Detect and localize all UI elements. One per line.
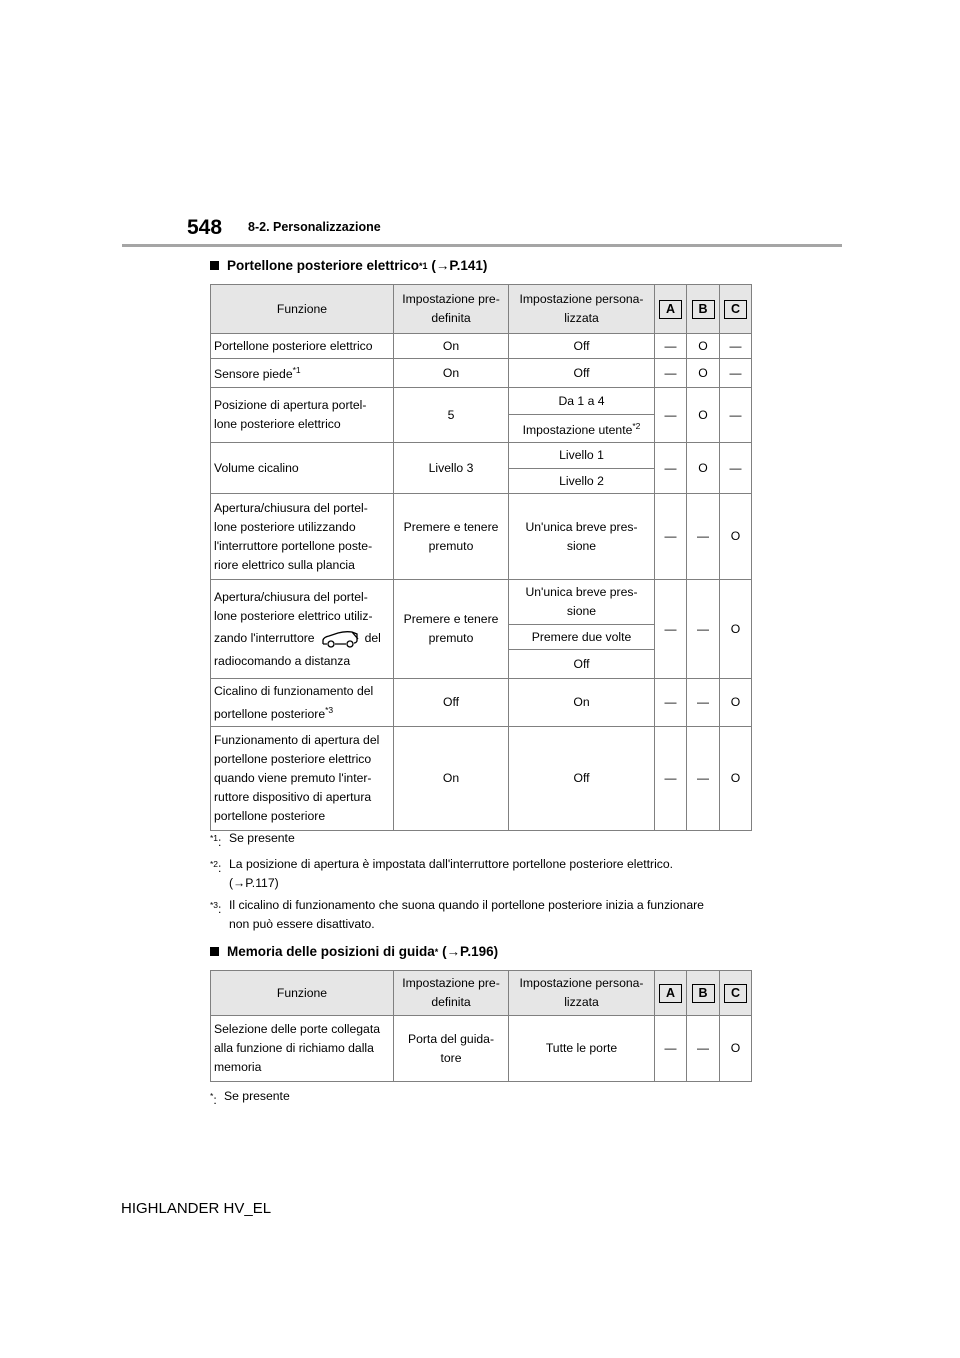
footnote: *: Se presente <box>210 1089 290 1108</box>
page-number: 548 <box>187 216 223 239</box>
table-row: Off <box>211 650 752 679</box>
table-row: Volume cicalino Livello 3 Livello 1 — O — <box>211 443 752 469</box>
tailgate-settings-table <box>210 284 752 831</box>
table-row: Livello 2 <box>211 469 752 494</box>
footnote: $^{*3}$: Il cicalino di funzionamento che suona quando il portellone posteriore inizia a funzionare non può essere disattivato. <box>210 898 704 932</box>
footnote-page-link[interactable]: (→P.117) <box>229 876 279 891</box>
header-col-b: B <box>687 971 720 1016</box>
header-divider <box>122 244 842 247</box>
footnote: $^{*1}$: Se presente <box>210 831 295 850</box>
table-header-row <box>211 971 752 1016</box>
section2-footnotes <box>210 1087 744 1110</box>
table-row: Portellone posteriore elettrico On Off — O — <box>211 334 752 359</box>
table-row: Premere due volte <box>211 625 752 650</box>
header-col-c: C <box>720 971 752 1016</box>
section1-title-footnote: *1 <box>419 260 428 271</box>
section2-title: Memoria delle posizioni di guida <box>227 944 435 959</box>
section2-heading <box>210 944 498 959</box>
section1-heading <box>210 258 487 273</box>
section2-title-footnote: * <box>434 946 439 957</box>
table-header-row <box>211 285 752 334</box>
header-default: Impostazione pre- definita <box>394 971 509 1016</box>
bullet-square-icon <box>210 261 219 270</box>
table-row: Funzionamento di apertura del portellone posteriore elettrico quando viene premuto l'inter- ruttore dispositivo di apertura portellone posteriore On Off — — O <box>211 727 752 831</box>
header-function: Funzione <box>211 285 394 334</box>
section1-title: Portellone posteriore elettrico <box>227 258 420 273</box>
table-row: Selezione delle porte collegata alla funzione di richiamo dalla memoria Porta del guida- tore Tutte le porte — — O <box>211 1016 752 1082</box>
footnote: $^{*2}$: La posizione di apertura è impostata dall'interruttore portellone posteriore elettrico. (→P.117) <box>210 855 749 893</box>
header-col-b: B <box>687 285 720 334</box>
header-col-a: A <box>655 285 687 334</box>
table-row: Cicalino di funzionamento del portellone posteriore$^{*3}$ Off On — — O <box>211 679 752 727</box>
table-row: Apertura/chiusura del portel- lone posteriore elettrico utiliz- zando l'interruttore del radiocomando a distanza Premere e tenere premuto Un'unica breve pres- sione — — O <box>211 580 752 625</box>
section1-page-link[interactable]: (→P.141) <box>431 258 488 273</box>
section2-page-link[interactable]: (→P.196) <box>442 944 499 959</box>
footer-model-name: HIGHLANDER HV_EL <box>121 1200 272 1217</box>
bullet-square-icon <box>210 947 219 956</box>
header-col-c: C <box>720 285 752 334</box>
header-function: Funzione <box>211 971 394 1016</box>
header-default: Impostazione pre- definita <box>394 285 509 334</box>
section-title: 8-2. Personalizzazione <box>248 220 381 234</box>
driving-position-memory-table <box>210 970 752 1082</box>
header-custom: Impostazione persona- lizzata <box>509 285 655 334</box>
header-col-a: A <box>655 971 687 1016</box>
table-row: Apertura/chiusura del portel- lone posteriore utilizzando l'interruttore portellone poste- riore elettrico sulla plancia Premere e tenere premuto Un'unica breve pres- sione — — O <box>211 494 752 580</box>
header-custom: Impostazione persona- lizzata <box>509 971 655 1016</box>
car-tailgate-icon <box>321 630 359 648</box>
table-row: Sensore piede$^{*1}$ On Off — O — <box>211 359 752 388</box>
section1-footnotes <box>210 829 749 934</box>
table-row: Posizione di apertura portel- lone posteriore elettrico 5 Da 1 a 4 — O — <box>211 388 752 415</box>
table-row: Impostazione utente$^{*2}$ <box>211 415 752 443</box>
